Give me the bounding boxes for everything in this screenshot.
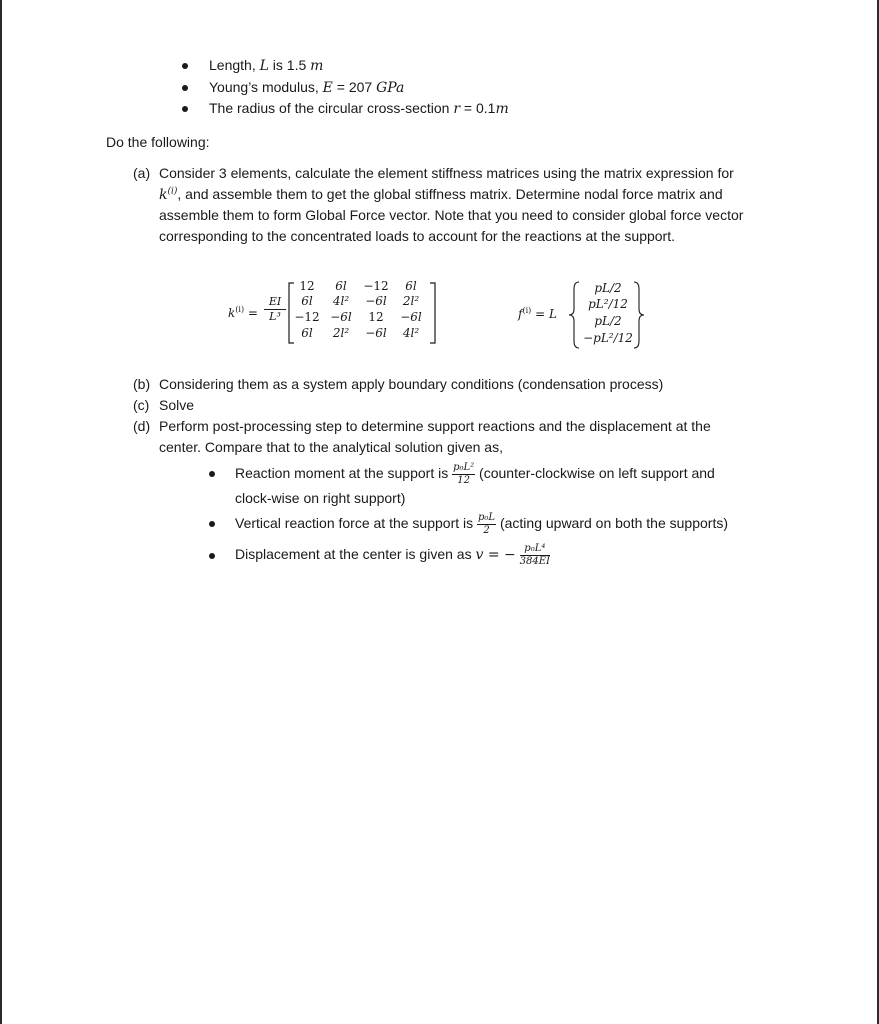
item-d-line2: center. Compare that to the analytical solution given as, [159, 439, 503, 455]
matrix-cell: −6l [365, 326, 387, 340]
fraction: $\frac{\text{p₀L}}{2}$ [478, 511, 496, 536]
param-radius: The radius of the circular cross-section r = 0.1m [209, 100, 509, 117]
force-entry: −pL²/12 [583, 331, 633, 345]
matrix-cell: 6l [335, 279, 347, 293]
instruction-heading: Do the following: [106, 134, 210, 150]
bullet-icon [209, 553, 215, 559]
matrix-cell: 12 [368, 310, 384, 324]
center-displacement: Displacement at the center is given as v = − $\frac{\text{p₀L⁴}}{384EI}$ [235, 542, 550, 567]
reaction-moment-line2: clock-wise on right support) [235, 490, 406, 506]
force-entry: pL²/12 [588, 297, 628, 311]
fraction: $\frac{\text{p₀L²}}{12}$ [453, 461, 475, 486]
matrix-cell: −6l [365, 294, 387, 308]
matrix-cell: −12 [363, 279, 389, 293]
matrix-cell: 4l² [402, 326, 420, 340]
matrix-right-bracket [429, 282, 437, 344]
matrix-cell: −6l [400, 310, 422, 324]
matrix-cell: 2l² [332, 326, 350, 340]
item-a-line4: corresponding to the concentrated loads to account for the reactions at the support. [159, 228, 675, 244]
force-lhs: $f^{(i)} = L$ [518, 306, 557, 321]
item-b-marker: (b) [133, 376, 151, 392]
matrix-cell: 6l [301, 294, 313, 308]
item-a-marker: (a) [133, 165, 151, 181]
item-a-line1: Consider 3 elements, calculate the element stiffness matrices using the matrix expression for [159, 165, 734, 181]
document-page [2, 0, 877, 1024]
matrix-cell: 6l [405, 279, 417, 293]
bullet-icon [182, 63, 188, 69]
stiffness-lhs: $k^{(i)}$ = [228, 305, 258, 320]
reaction-moment: Reaction moment at the support is $\frac{\text{p₀L²}}{12}$ (counter-clockwise on left support and [235, 461, 715, 486]
item-b-text: Considering them as a system apply boundary conditions (condensation process) [159, 376, 664, 392]
item-c-text: Solve [159, 397, 195, 413]
matrix-cell: 4l² [332, 294, 350, 308]
bullet-icon [182, 106, 188, 112]
force-entry: pL/2 [594, 281, 622, 295]
matrix-cell: 12 [299, 279, 315, 293]
item-a-line3: assemble them to form Global Force vector. Note that you need to consider global force vector [159, 207, 744, 223]
force-entry: pL/2 [594, 314, 622, 328]
bullet-icon [209, 471, 215, 477]
matrix-cell: −6l [330, 310, 352, 324]
vertical-reaction: Vertical reaction force at the support is $\frac{\text{p₀L}}{2}$ (acting upward on both the supports) [235, 511, 728, 536]
item-a-line2: $k^{(i)}$, and assemble them to get the global stiffness matrix. Determine nodal force matrix and [159, 186, 723, 203]
bullet-icon [209, 521, 215, 527]
fraction: $\frac{\text{p₀L⁴}}{384EI}$ [519, 542, 550, 567]
matrix-cell: −12 [294, 310, 320, 324]
param-length: Length, L is 1.5 m [209, 57, 324, 74]
item-d-line1: Perform post-processing step to determine support reactions and the displacement at the [159, 418, 711, 434]
bullet-icon [182, 85, 188, 91]
param-youngs-modulus: Young’s modulus, E = 207 GPa [209, 79, 405, 96]
stiffness-coefficient: EI L³ [264, 295, 286, 323]
matrix-cell: 6l [301, 326, 313, 340]
item-c-marker: (c) [133, 397, 150, 413]
matrix-cell: 2l² [402, 294, 420, 308]
item-d-marker: (d) [133, 418, 151, 434]
